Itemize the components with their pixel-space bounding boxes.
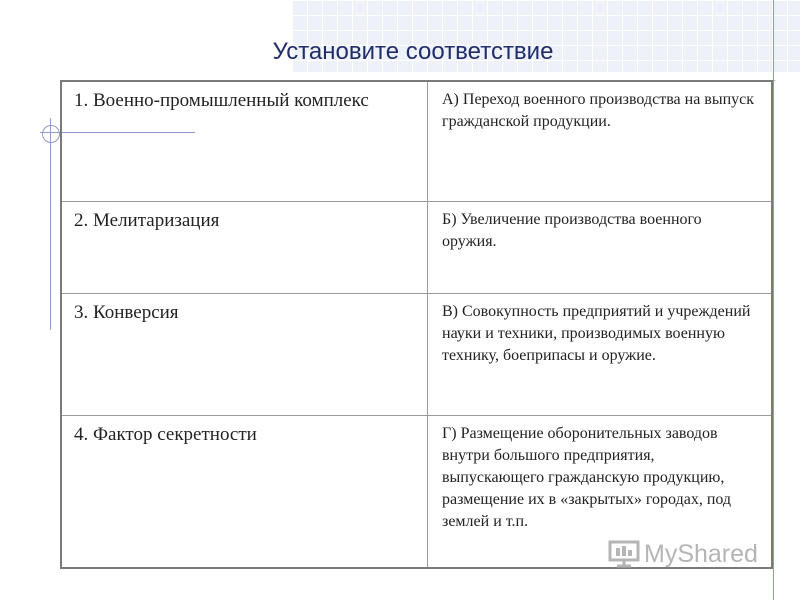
- slide-title: Установите соответствие: [272, 38, 554, 65]
- table-row: [61, 201, 772, 293]
- definition-cell: Б) Увеличение производства военного оружия.: [428, 201, 773, 293]
- term-cell: 4. Фактор секретности: [61, 415, 428, 568]
- table-row: [61, 293, 772, 415]
- definition-cell: Г) Размещение оборонительных заводов внутри большого предприятия, выпускающего гражданскую продукцию, размещение их в «закрытых» городах, под землей и т.п.: [428, 415, 773, 568]
- definition-cell: А) Переход военного производства на выпуск гражданской продукции.: [428, 81, 773, 201]
- decorative-vertical-line-right: [773, 0, 774, 600]
- presentation-board-icon: [608, 540, 640, 568]
- decorative-vertical-line-left: [50, 118, 51, 330]
- watermark-logo: [606, 538, 766, 570]
- term-cell: 2. Мелитаризация: [61, 201, 428, 293]
- decorative-circle: [42, 125, 60, 143]
- term-cell: 1. Военно-промышленный комплекс: [61, 81, 428, 201]
- table-row: [61, 81, 772, 201]
- matching-table: [60, 80, 773, 569]
- term-cell: 3. Конверсия: [61, 293, 428, 415]
- definition-cell: В) Совокупность предприятий и учреждений науки и техники, производимых военную технику, боеприпасы и оружие.: [428, 293, 773, 415]
- watermark-text: MyShared: [644, 540, 758, 568]
